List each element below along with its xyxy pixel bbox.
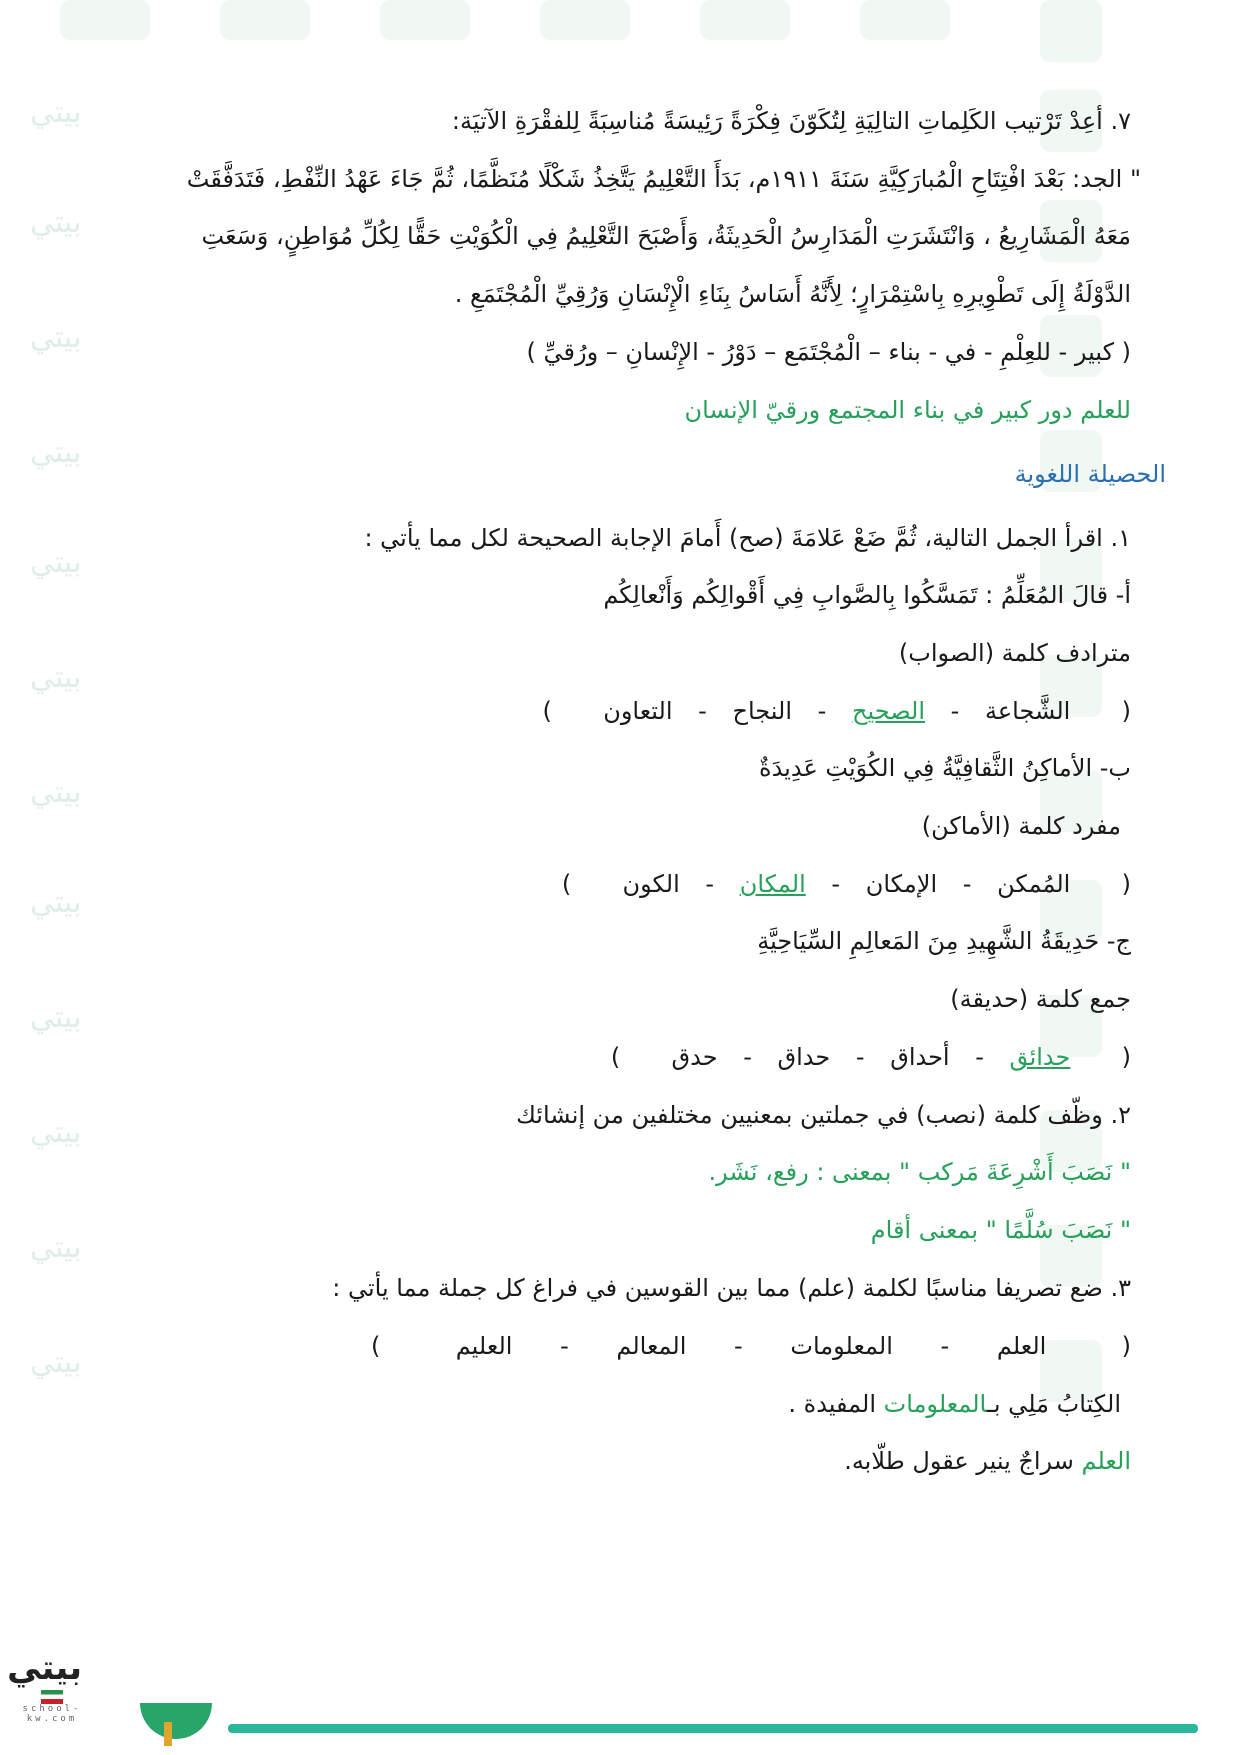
footer-logo xyxy=(7,1648,82,1724)
q1-item-c-options: ( حدائق - أحداق - حداق - حدق ) xyxy=(611,1040,1131,1074)
option-correct[interactable]: حدائق xyxy=(1009,1043,1071,1071)
q3-options: ( العلم - المعلومات - المعالم - العليم ) xyxy=(371,1329,1131,1363)
section-title: الحصيلة اللغوية xyxy=(1014,460,1166,488)
option-correct[interactable]: المكان xyxy=(739,870,806,898)
option[interactable]: حداق xyxy=(777,1043,831,1071)
option[interactable]: المعالم xyxy=(616,1332,687,1360)
q3-sentence-2 xyxy=(844,1444,1131,1478)
sentence-text: الكِتابُ مَلِي بـ xyxy=(986,1390,1121,1418)
q3-prompt: ٣. ضع تصريفا مناسبًا لكلمة (علم) مما بين القوسين في فراغ كل جملة مما يأتي : xyxy=(332,1274,1131,1302)
q1-prompt: ١. اقرأ الجمل التالية، ثُمَّ ضَعْ عَلامَةَ (صح) أَمامَ الإجابة الصحيحة لكل مما يأتي : xyxy=(364,524,1131,552)
option[interactable]: الشَّجاعة xyxy=(984,697,1071,725)
watermark-text: بيتي xyxy=(30,545,82,580)
q1-item-c-sentence: ج- حَدِيقَةُ الشَّهِيدِ مِنَ المَعالِمِ السِّيَاحِيَّةِ xyxy=(757,927,1131,955)
watermark-text: بيتي xyxy=(30,435,82,470)
watermark-text: بيتي xyxy=(30,1345,82,1380)
watermark-text: بيتي xyxy=(30,1230,82,1265)
q2-prompt: ٢. وظّف كلمة (نصب) في جملتين بمعنيين مختلفين من إنشائك xyxy=(516,1101,1131,1129)
sentence-text: المفيدة . xyxy=(788,1390,884,1418)
option[interactable]: الإمكان xyxy=(865,870,938,898)
watermark-text: بيتي xyxy=(30,1000,82,1035)
logo-text: بيتي xyxy=(7,1648,82,1688)
footer-bar xyxy=(228,1724,1198,1733)
q1-item-b-sentence: ب- الأماكِنُ الثَّقافِيَّةُ فِي الكُوَيْتِ عَدِيدَةٌ xyxy=(759,754,1131,782)
watermark-text: بيتي xyxy=(30,205,82,240)
q1-item-a-question: مترادف كلمة (الصواب) xyxy=(898,639,1131,667)
option-correct[interactable]: الصحيح xyxy=(851,697,925,725)
watermark-text: بيتي xyxy=(30,1115,82,1150)
option[interactable]: العلم xyxy=(996,1332,1047,1360)
option[interactable]: حدق xyxy=(671,1043,718,1071)
option[interactable]: التعاون xyxy=(603,697,673,725)
q7-paragraph-line: الدَّوْلَةُ إِلَى تَطْوِيرِهِ بِاسْتِمْرَارٍ؛ لِأَنَّهُ أَسَاسُ بِنَاءِ الْإِنْسَانِ وَرُقِيِّ الْمُجْتَمَعِ . xyxy=(454,280,1131,308)
filled-answer: المعلومات xyxy=(883,1390,987,1418)
watermark-text: بيتي xyxy=(30,660,82,695)
option[interactable]: النجاح xyxy=(732,697,793,725)
filled-answer: العلم xyxy=(1081,1447,1131,1475)
watermark-text: بيتي xyxy=(30,885,82,920)
q2-answer: " نَصَبَ سُلَّمًا " بمعنى أقام xyxy=(870,1216,1131,1244)
q1-item-c-question: جمع كلمة (حديقة) xyxy=(950,985,1131,1013)
q7-paragraph-line: " الجد: بَعْدَ افْتِتَاحِ الْمُبارَكِيَّةِ سَنَةَ ١٩١١م، بَدَأَ التَّعْلِيمُ يَتَّخِذُ شَكْلًا مُنَظَّمًا، ثُمَّ جَاءَ عَهْدُ النِّفْطِ، فَتَدَفَّقَتْ xyxy=(186,165,1141,193)
option[interactable]: أحداق xyxy=(890,1043,950,1071)
q1-item-a-options: ( الشَّجاعة - الصحيح - النجاح - التعاون ) xyxy=(543,694,1131,728)
option[interactable]: العليم xyxy=(455,1332,513,1360)
q7-prompt: ٧. أعِدْ تَرْتيب الكَلِماتِ التالِيَةِ لِتُكَوّنَ فِكْرَةً رَئِيسَةً مُناسِبَةً لِلفقْرَةِ الآتيَة: xyxy=(451,107,1131,135)
option[interactable]: المعلومات xyxy=(790,1332,893,1360)
kuwait-flag-icon xyxy=(41,1690,63,1704)
option[interactable]: المُمكن xyxy=(997,870,1071,898)
q7-word-bank: ( كبير - للعِلْمِ - في - بناء – الْمُجْتَمَع – دَوْرُ - الإِنْسانِ – ورُقيِّ ) xyxy=(526,338,1131,366)
q1-item-b-question: مفرد كلمة (الأماكن) xyxy=(921,812,1121,840)
sentence-text: سراجٌ ينير عقول طلّابه. xyxy=(844,1447,1082,1475)
book-spine-icon xyxy=(164,1722,172,1746)
q7-answer: للعلم دور كبير في بناء المجتمع ورقيّ الإنسان xyxy=(684,396,1131,424)
q1-item-a-sentence: أ- قالَ المُعَلِّمُ : تَمَسَّكُوا بِالصَّوابِ فِي أَقْوالِكُم وَأَنْعالِكُم xyxy=(603,581,1131,609)
watermark-text: بيتي xyxy=(30,320,82,355)
watermark-text: بيتي xyxy=(30,95,82,130)
watermark-text: بيتي xyxy=(30,775,82,810)
q2-answer: " نَصَبَ أَشْرِعَةَ مَركب " بمعنى : رفع، نَشَر. xyxy=(708,1158,1131,1186)
q7-paragraph-line: مَعَهُ الْمَشَارِيعُ ، وَانْتَشَرَتِ الْمَدَارِسُ الْحَدِيثَةُ، وَأَصْبَحَ التَّعْلِيمُ فِي الْكُوَيْتِ حَقًّا لِكُلِّ مُوَاطِنٍ، وَسَعَتِ xyxy=(201,222,1131,250)
logo-url: school-kw.com xyxy=(22,1704,82,1724)
q1-item-b-options: ( المُمكن - الإمكان - المكان - الكون ) xyxy=(562,867,1131,901)
q3-sentence-1 xyxy=(788,1387,1121,1421)
option[interactable]: الكون xyxy=(622,870,680,898)
